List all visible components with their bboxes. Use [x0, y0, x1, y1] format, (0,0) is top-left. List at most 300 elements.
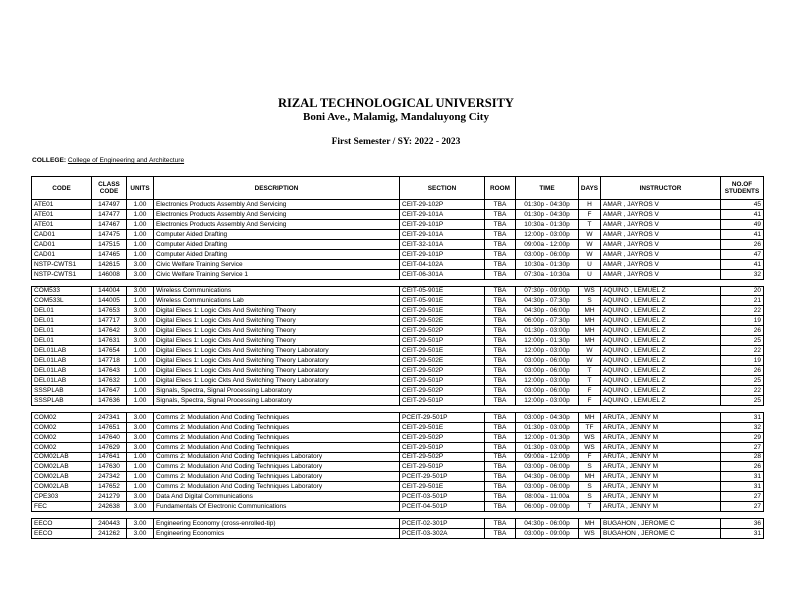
- units-cell: 1.00: [127, 296, 154, 306]
- instructor-cell: ARUTA , JENNY M: [601, 502, 721, 512]
- class-code-cell: 147631: [92, 336, 127, 346]
- room-cell: TBA: [485, 529, 516, 539]
- code-cell: DEL01LAB: [32, 356, 92, 366]
- time-cell: 07:30a - 10:30a: [516, 269, 579, 279]
- days-cell: U: [579, 259, 601, 269]
- section-cell: PCEIT-04-501P: [400, 502, 485, 512]
- room-cell: TBA: [485, 366, 516, 376]
- class-code-cell: 147477: [92, 209, 127, 219]
- students-cell: 45: [721, 200, 764, 210]
- table-row: [32, 432, 764, 442]
- college-label: COLLEGE:: [32, 157, 67, 164]
- units-cell: 3.00: [127, 442, 154, 452]
- table-row: [32, 462, 764, 472]
- instructor-cell: AMAR , JAYROS V: [601, 200, 721, 210]
- time-cell: 03:00p - 06:00p: [516, 249, 579, 259]
- table-row: [32, 366, 764, 376]
- instructor-cell: ARUTA , JENNY M: [601, 432, 721, 442]
- section-cell: CEIT-29-501P: [400, 395, 485, 405]
- description-cell: Comms 2: Modulation And Coding Techniques Laboratory: [154, 462, 400, 472]
- section-cell: PCEIT-03-501P: [400, 492, 485, 502]
- instructor-cell: ARUTA , JENNY M: [601, 442, 721, 452]
- table-row: [32, 296, 764, 306]
- days-cell: MH: [579, 326, 601, 336]
- students-cell: 19: [721, 356, 764, 366]
- instructor-cell: AMAR , JAYROS V: [601, 259, 721, 269]
- class-code-cell: 147652: [92, 482, 127, 492]
- units-cell: 3.00: [127, 529, 154, 539]
- description-cell: Wireless Communications: [154, 286, 400, 296]
- section-cell: CEIT-29-501P: [400, 442, 485, 452]
- class-code-cell: 247342: [92, 472, 127, 482]
- students-cell: 47: [721, 249, 764, 259]
- room-cell: TBA: [485, 239, 516, 249]
- students-cell: 21: [721, 296, 764, 306]
- days-cell: MH: [579, 412, 601, 422]
- time-cell: 04:30p - 06:00p: [516, 472, 579, 482]
- room-cell: TBA: [485, 316, 516, 326]
- students-cell: 19: [721, 316, 764, 326]
- room-cell: TBA: [485, 269, 516, 279]
- description-cell: Electronics Products Assembly And Servicing: [154, 219, 400, 229]
- instructor-cell: AQUINO , LEMUEL Z: [601, 395, 721, 405]
- room-cell: TBA: [485, 492, 516, 502]
- time-cell: 10:30a - 01:30p: [516, 219, 579, 229]
- days-cell: T: [579, 366, 601, 376]
- time-cell: 01:30p - 04:30p: [516, 209, 579, 219]
- table-row: [32, 385, 764, 395]
- class-code-cell: 147497: [92, 200, 127, 210]
- code-cell: DEL01LAB: [32, 375, 92, 385]
- table-row: [32, 452, 764, 462]
- code-cell: COM02LAB: [32, 472, 92, 482]
- table-row: [32, 502, 764, 512]
- instructor-cell: AQUINO , LEMUEL Z: [601, 356, 721, 366]
- students-cell: 29: [721, 432, 764, 442]
- schedule-table: [31, 176, 764, 539]
- time-cell: 03:00p - 06:00p: [516, 385, 579, 395]
- units-cell: 1.00: [127, 249, 154, 259]
- description-cell: Electronics Products Assembly And Servicing: [154, 209, 400, 219]
- section-cell: CEIT-29-101P: [400, 219, 485, 229]
- table-row: [32, 482, 764, 492]
- table-header-row: [32, 177, 764, 200]
- units-cell: 1.00: [127, 356, 154, 366]
- time-cell: 03:00p - 09:00p: [516, 529, 579, 539]
- days-cell: MH: [579, 519, 601, 529]
- table-row: [32, 529, 764, 539]
- table-row: [32, 422, 764, 432]
- instructor-cell: AMAR , JAYROS V: [601, 209, 721, 219]
- units-cell: 1.00: [127, 385, 154, 395]
- students-cell: 41: [721, 229, 764, 239]
- university-name: RIZAL TECHNOLOGICAL UNIVERSITY: [278, 96, 514, 110]
- section-cell: CEIT-32-101A: [400, 239, 485, 249]
- section-cell: CEIT-29-502P: [400, 385, 485, 395]
- time-cell: 01:30p - 03:00p: [516, 442, 579, 452]
- description-cell: Digital Elecs 1: Logic Ckts And Switching Theory Laboratory: [154, 366, 400, 376]
- room-cell: TBA: [485, 346, 516, 356]
- class-code-cell: 147636: [92, 395, 127, 405]
- room-cell: TBA: [485, 502, 516, 512]
- code-cell: DEL01: [32, 306, 92, 316]
- units-cell: 3.00: [127, 306, 154, 316]
- class-code-cell: 147465: [92, 249, 127, 259]
- table-row: [32, 200, 764, 210]
- time-cell: 06:00p - 07:30p: [516, 316, 579, 326]
- description-cell: Comms 2: Modulation And Coding Techniques: [154, 422, 400, 432]
- units-cell: 3.00: [127, 326, 154, 336]
- room-cell: TBA: [485, 395, 516, 405]
- code-cell: COM02LAB: [32, 462, 92, 472]
- room-cell: TBA: [485, 326, 516, 336]
- days-cell: W: [579, 356, 601, 366]
- code-cell: CPE303: [32, 492, 92, 502]
- room-cell: TBA: [485, 306, 516, 316]
- days-cell: W: [579, 346, 601, 356]
- table-row: [32, 219, 764, 229]
- days-cell: U: [579, 269, 601, 279]
- header-class-code: CLASS CODE: [92, 177, 127, 200]
- units-cell: 1.00: [127, 472, 154, 482]
- students-cell: 49: [721, 219, 764, 229]
- code-cell: COM533: [32, 286, 92, 296]
- university-address: Boni Ave., Malamig, Mandaluyong City: [303, 111, 489, 123]
- section-cell: CEIT-29-501E: [400, 346, 485, 356]
- instructor-cell: ARUTA , JENNY M: [601, 422, 721, 432]
- code-cell: FEC: [32, 502, 92, 512]
- code-cell: COM02: [32, 442, 92, 452]
- code-cell: COM02: [32, 422, 92, 432]
- days-cell: W: [579, 239, 601, 249]
- description-cell: Electronics Products Assembly And Servicing: [154, 200, 400, 210]
- units-cell: 1.00: [127, 346, 154, 356]
- description-cell: Digital Elecs 1: Logic Ckts And Switching Theory: [154, 336, 400, 346]
- separator-cell: [32, 405, 764, 412]
- time-cell: 03:00p - 06:00p: [516, 356, 579, 366]
- document-header: [0, 96, 792, 147]
- units-cell: 1.00: [127, 366, 154, 376]
- units-cell: 1.00: [127, 482, 154, 492]
- students-cell: 25: [721, 395, 764, 405]
- time-cell: 09:00a - 12:00p: [516, 239, 579, 249]
- code-cell: NSTP-CWTS1: [32, 269, 92, 279]
- time-cell: 04:30p - 06:00p: [516, 519, 579, 529]
- days-cell: H: [579, 200, 601, 210]
- time-cell: 06:00p - 09:00p: [516, 502, 579, 512]
- description-cell: Comms 2: Modulation And Coding Techniques Laboratory: [154, 452, 400, 462]
- description-cell: Digital Elecs 1: Logic Ckts And Switching Theory Laboratory: [154, 356, 400, 366]
- room-cell: TBA: [485, 442, 516, 452]
- time-cell: 07:30p - 09:00p: [516, 286, 579, 296]
- class-code-cell: 147654: [92, 346, 127, 356]
- description-cell: Digital Elecs 1: Logic Ckts And Switching Theory Laboratory: [154, 346, 400, 356]
- table-row: [32, 249, 764, 259]
- section-cell: CEIT-29-501P: [400, 336, 485, 346]
- section-cell: PCEIT-02-301P: [400, 519, 485, 529]
- header-description: DESCRIPTION: [154, 177, 400, 200]
- description-cell: Comms 2: Modulation And Coding Techniques: [154, 442, 400, 452]
- students-cell: 26: [721, 366, 764, 376]
- code-cell: DEL01: [32, 316, 92, 326]
- time-cell: 03:00p - 04:30p: [516, 412, 579, 422]
- room-cell: TBA: [485, 200, 516, 210]
- class-code-cell: 241279: [92, 492, 127, 502]
- room-cell: TBA: [485, 209, 516, 219]
- days-cell: WS: [579, 529, 601, 539]
- description-cell: Civic Welfare Training Service: [154, 259, 400, 269]
- instructor-cell: AQUINO , LEMUEL Z: [601, 375, 721, 385]
- time-cell: 09:00a - 12:00p: [516, 452, 579, 462]
- units-cell: 3.00: [127, 492, 154, 502]
- time-cell: 12:00p - 01:30p: [516, 432, 579, 442]
- class-code-cell: 147643: [92, 366, 127, 376]
- students-cell: 22: [721, 346, 764, 356]
- section-cell: CEIT-04-102A: [400, 259, 485, 269]
- section-cell: CEIT-29-502P: [400, 326, 485, 336]
- days-cell: T: [579, 502, 601, 512]
- units-cell: 3.00: [127, 286, 154, 296]
- units-cell: 3.00: [127, 432, 154, 442]
- days-cell: W: [579, 229, 601, 239]
- class-code-cell: 147630: [92, 462, 127, 472]
- table-row: [32, 395, 764, 405]
- code-cell: DEL01LAB: [32, 366, 92, 376]
- units-cell: 1.00: [127, 462, 154, 472]
- units-cell: 3.00: [127, 412, 154, 422]
- instructor-cell: BUGAHON , JEROME C: [601, 519, 721, 529]
- class-code-cell: 147647: [92, 385, 127, 395]
- days-cell: MH: [579, 306, 601, 316]
- students-cell: 26: [721, 326, 764, 336]
- room-cell: TBA: [485, 356, 516, 366]
- time-cell: 12:00p - 03:00p: [516, 375, 579, 385]
- table-row: [32, 472, 764, 482]
- units-cell: 3.00: [127, 502, 154, 512]
- time-cell: 12:00p - 01:30p: [516, 336, 579, 346]
- college-name: College of Engineering and Architecture: [67, 157, 185, 164]
- class-code-cell: 147629: [92, 442, 127, 452]
- units-cell: 1.00: [127, 375, 154, 385]
- students-cell: 22: [721, 306, 764, 316]
- class-code-cell: 147640: [92, 432, 127, 442]
- code-cell: EECO: [32, 529, 92, 539]
- time-cell: 03:00p - 06:00p: [516, 366, 579, 376]
- time-cell: 04:30p - 06:00p: [516, 306, 579, 316]
- class-code-cell: 147718: [92, 356, 127, 366]
- description-cell: Computer Aided Drafting: [154, 249, 400, 259]
- days-cell: S: [579, 482, 601, 492]
- time-cell: 03:00p - 06:00p: [516, 462, 579, 472]
- table-row: [32, 239, 764, 249]
- room-cell: TBA: [485, 422, 516, 432]
- room-cell: TBA: [485, 259, 516, 269]
- header-code: CODE: [32, 177, 92, 200]
- days-cell: S: [579, 296, 601, 306]
- code-cell: CAD01: [32, 249, 92, 259]
- room-cell: TBA: [485, 462, 516, 472]
- instructor-cell: AQUINO , LEMUEL Z: [601, 306, 721, 316]
- description-cell: Fundamentals Of Electronic Communications: [154, 502, 400, 512]
- class-code-cell: 147632: [92, 375, 127, 385]
- header-units: UNITS: [127, 177, 154, 200]
- description-cell: Digital Elecs 1: Logic Ckts And Switching Theory: [154, 316, 400, 326]
- section-cell: PCEIT-29-501P: [400, 412, 485, 422]
- section-cell: CEIT-29-101P: [400, 249, 485, 259]
- table-row: [32, 326, 764, 336]
- description-cell: Comms 2: Modulation And Coding Techniques Laboratory: [154, 472, 400, 482]
- days-cell: T: [579, 219, 601, 229]
- section-cell: PCEIT-03-302A: [400, 529, 485, 539]
- class-code-cell: 241262: [92, 529, 127, 539]
- room-cell: TBA: [485, 412, 516, 422]
- class-code-cell: 147642: [92, 326, 127, 336]
- table-row: [32, 519, 764, 529]
- instructor-cell: ARUTA , JENNY M: [601, 412, 721, 422]
- instructor-cell: AQUINO , LEMUEL Z: [601, 326, 721, 336]
- time-cell: 04:30p - 07:30p: [516, 296, 579, 306]
- units-cell: 1.00: [127, 209, 154, 219]
- days-cell: F: [579, 385, 601, 395]
- time-cell: 01:30p - 04:30p: [516, 200, 579, 210]
- time-cell: 10:30a - 01:30p: [516, 259, 579, 269]
- class-code-cell: 147641: [92, 452, 127, 462]
- header-students: NO.OF STUDENTS: [721, 177, 764, 200]
- description-cell: Computer Aided Drafting: [154, 229, 400, 239]
- units-cell: 3.00: [127, 422, 154, 432]
- instructor-cell: AMAR , JAYROS V: [601, 219, 721, 229]
- units-cell: 3.00: [127, 316, 154, 326]
- table-row: [32, 346, 764, 356]
- instructor-cell: AMAR , JAYROS V: [601, 249, 721, 259]
- students-cell: 28: [721, 452, 764, 462]
- section-cell: CEIT-29-502E: [400, 356, 485, 366]
- code-cell: CAD01: [32, 239, 92, 249]
- room-cell: TBA: [485, 519, 516, 529]
- header-room: ROOM: [485, 177, 516, 200]
- students-cell: 27: [721, 492, 764, 502]
- students-cell: 41: [721, 259, 764, 269]
- description-cell: Engineering Economy (cross-enrolled-tip): [154, 519, 400, 529]
- time-cell: 08:00a - 11:00a: [516, 492, 579, 502]
- days-cell: S: [579, 462, 601, 472]
- code-cell: ATE01: [32, 209, 92, 219]
- class-code-cell: 146008: [92, 269, 127, 279]
- table-row: [32, 356, 764, 366]
- days-cell: WS: [579, 442, 601, 452]
- units-cell: 1.00: [127, 452, 154, 462]
- class-code-cell: 147651: [92, 422, 127, 432]
- code-cell: COM02: [32, 432, 92, 442]
- students-cell: 22: [721, 385, 764, 395]
- section-cell: CEIT-29-501P: [400, 375, 485, 385]
- room-cell: TBA: [485, 385, 516, 395]
- semester-label: First Semester / SY: 2022 - 2023: [331, 137, 461, 147]
- code-cell: DEL01: [32, 336, 92, 346]
- room-cell: TBA: [485, 375, 516, 385]
- days-cell: MH: [579, 336, 601, 346]
- instructor-cell: AQUINO , LEMUEL Z: [601, 336, 721, 346]
- days-cell: T: [579, 375, 601, 385]
- students-cell: 31: [721, 412, 764, 422]
- class-code-cell: 147717: [92, 316, 127, 326]
- section-cell: CEIT-29-101A: [400, 229, 485, 239]
- code-cell: COM02LAB: [32, 482, 92, 492]
- table-row: [32, 375, 764, 385]
- instructor-cell: ARUTA , JENNY M: [601, 482, 721, 492]
- section-cell: CEIT-29-101A: [400, 209, 485, 219]
- days-cell: MH: [579, 472, 601, 482]
- code-cell: ATE01: [32, 200, 92, 210]
- code-cell: CAD01: [32, 229, 92, 239]
- description-cell: Signals, Spectra, Signal Processing Laboratory: [154, 395, 400, 405]
- instructor-cell: ARUTA , JENNY M: [601, 462, 721, 472]
- units-cell: 1.00: [127, 229, 154, 239]
- description-cell: Digital Elecs 1: Logic Ckts And Switching Theory: [154, 306, 400, 316]
- room-cell: TBA: [485, 336, 516, 346]
- students-cell: 32: [721, 422, 764, 432]
- days-cell: WS: [579, 286, 601, 296]
- class-code-cell: 147515: [92, 239, 127, 249]
- section-cell: CEIT-29-102P: [400, 200, 485, 210]
- room-cell: TBA: [485, 296, 516, 306]
- days-cell: W: [579, 249, 601, 259]
- students-cell: 31: [721, 472, 764, 482]
- section-cell: CEIT-29-501E: [400, 306, 485, 316]
- table-row: [32, 306, 764, 316]
- days-cell: TF: [579, 422, 601, 432]
- header-days: DAYS: [579, 177, 601, 200]
- units-cell: 3.00: [127, 519, 154, 529]
- description-cell: Comms 2: Modulation And Coding Techniques: [154, 412, 400, 422]
- code-cell: DEL01: [32, 326, 92, 336]
- instructor-cell: ARUTA , JENNY M: [601, 452, 721, 462]
- students-cell: 36: [721, 519, 764, 529]
- table-row: [32, 269, 764, 279]
- time-cell: 12:00p - 03:00p: [516, 395, 579, 405]
- description-cell: Comms 2: Modulation And Coding Techniques Laboratory: [154, 482, 400, 492]
- time-cell: 12:00p - 03:00p: [516, 346, 579, 356]
- code-cell: COM02: [32, 412, 92, 422]
- units-cell: 3.00: [127, 269, 154, 279]
- table-row: [32, 259, 764, 269]
- time-cell: 12:00p - 03:00p: [516, 229, 579, 239]
- days-cell: F: [579, 209, 601, 219]
- schedule-body: [32, 200, 764, 539]
- instructor-cell: AQUINO , LEMUEL Z: [601, 286, 721, 296]
- instructor-cell: AMAR , JAYROS V: [601, 269, 721, 279]
- table-row: [32, 209, 764, 219]
- units-cell: 3.00: [127, 259, 154, 269]
- students-cell: 32: [721, 269, 764, 279]
- section-cell: CEIT-29-501P: [400, 462, 485, 472]
- section-cell: PCEIT-29-501P: [400, 472, 485, 482]
- section-cell: CEIT-29-502P: [400, 432, 485, 442]
- days-cell: F: [579, 395, 601, 405]
- units-cell: 1.00: [127, 395, 154, 405]
- students-cell: 26: [721, 462, 764, 472]
- instructor-cell: AQUINO , LEMUEL Z: [601, 385, 721, 395]
- room-cell: TBA: [485, 472, 516, 482]
- days-cell: WS: [579, 432, 601, 442]
- students-cell: 27: [721, 502, 764, 512]
- students-cell: 31: [721, 482, 764, 492]
- units-cell: 1.00: [127, 200, 154, 210]
- class-code-cell: 147467: [92, 219, 127, 229]
- instructor-cell: BUGAHON , JEROME C: [601, 529, 721, 539]
- time-cell: 01:30p - 03:00p: [516, 422, 579, 432]
- time-cell: 03:00p - 06:00p: [516, 482, 579, 492]
